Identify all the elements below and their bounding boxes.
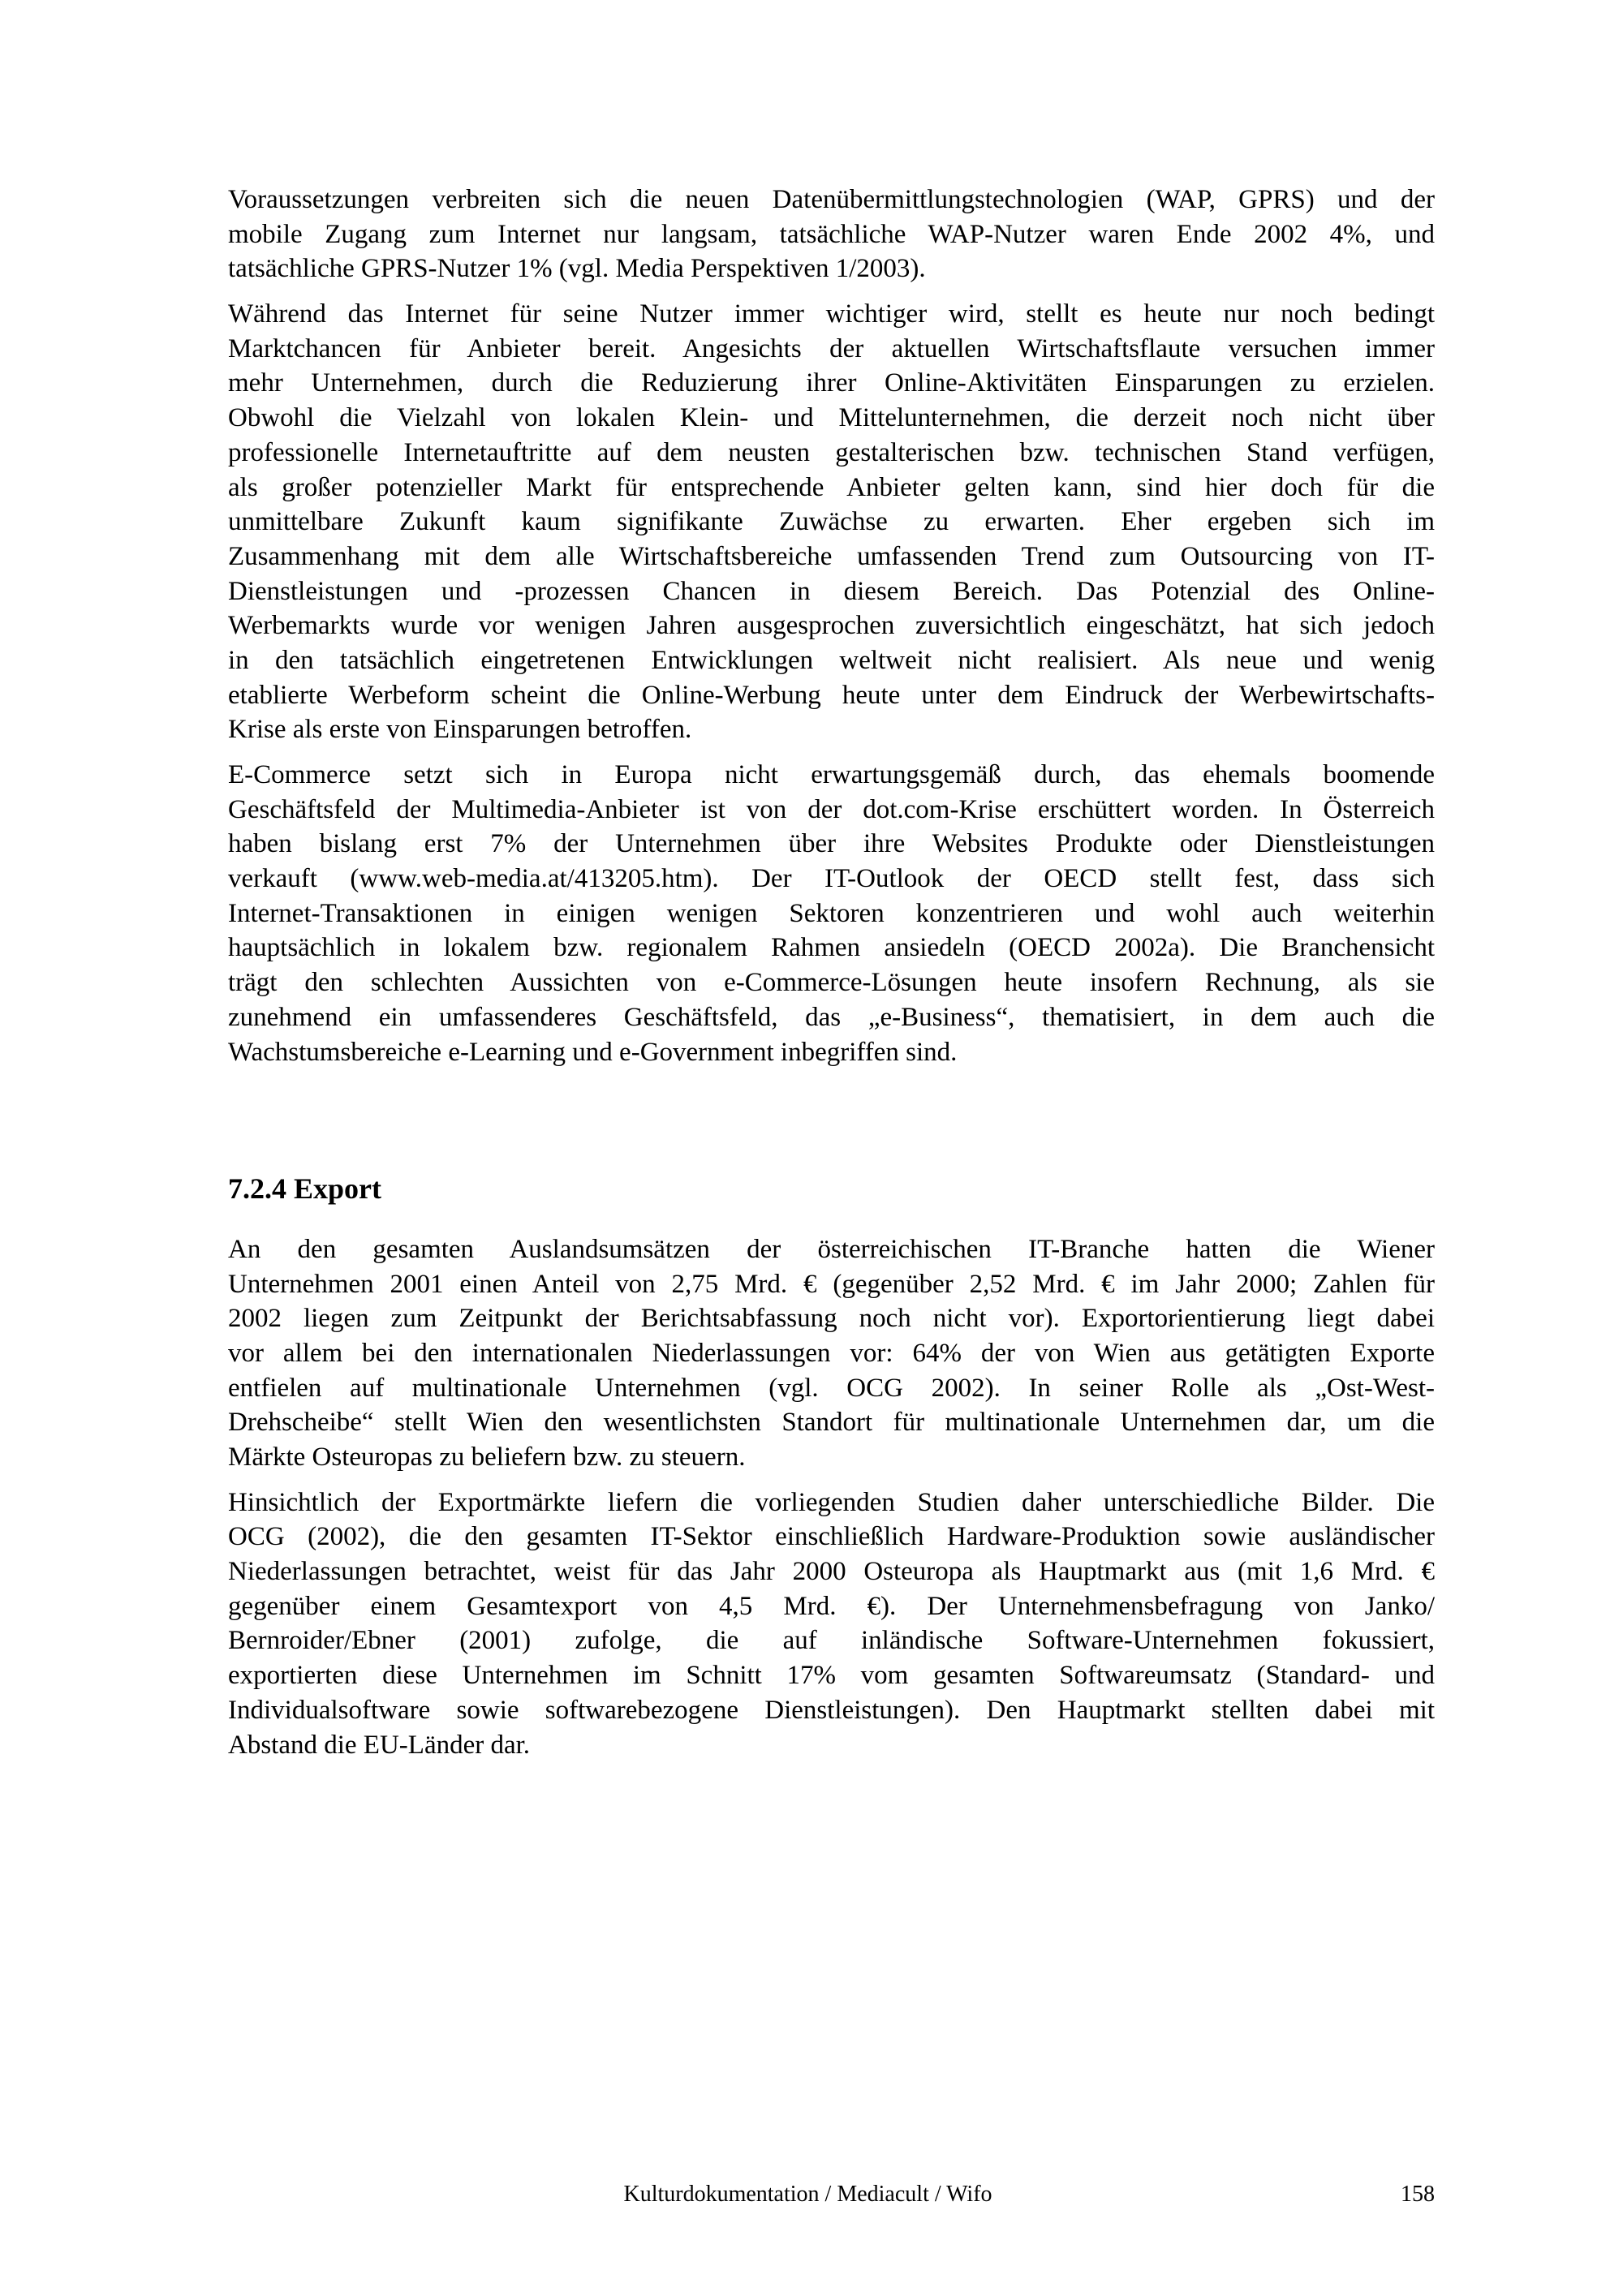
paragraph-line: Marktchancen für Anbieter bereit. Angesichts der aktuellen Wirtschaftsflaute versuchen immer [228,333,1435,363]
paragraph-line: Drehscheibe“ stellt Wien den wesentlichsten Standort für multinationale Unternehmen dar, um die [228,1408,1435,1438]
paragraph-line: Geschäftsfeld der Multimedia-Anbieter ist von der dot.com-Krise erschüttert worden. In Österreich [228,794,1435,824]
paragraph-line: professionelle Internetauftritte auf dem neusten gestalterischen bzw. technischen Stand verfügen, [228,437,1435,467]
paragraph-line: tatsächliche GPRS-Nutzer 1% (vgl. Media Perspektiven 1/2003). [228,254,926,284]
paragraph-line: verkauft (www.web-media.at/413205.htm). Der IT-Outlook der OECD stellt fest, dass sich [228,864,1435,894]
paragraph-line: An den gesamten Auslandsumsätzen der österreichischen IT-Branche hatten die Wiener [228,1234,1435,1264]
paragraph-line: haben bislang erst 7% der Unternehmen über ihre Websites Produkte oder Dienstleistungen [228,829,1435,859]
paragraph-line: hauptsächlich in lokalem bzw. regionalem Rahmen ansiedeln (OECD 2002a). Die Branchensicht [228,933,1435,963]
paragraph-line: zunehmend ein umfassenderes Geschäftsfeld, das „e-Business“, thematisiert, in dem auch die [228,1002,1435,1032]
paragraph-line: Unternehmen 2001 einen Anteil von 2,75 Mrd. € (gegenüber 2,52 Mrd. € im Jahr 2000; Zahlen für [228,1269,1435,1299]
paragraph [228,1232,1435,1475]
paragraph-line: Voraussetzungen verbreiten sich die neuen Datenübermittlungstechnologien (WAP, GPRS) und der [228,185,1435,214]
paragraph-line: OCG (2002), die den gesamten IT-Sektor einschließlich Hardware-Produktion sowie ausländischer [228,1522,1435,1552]
paragraph [228,183,1435,286]
paragraph-line: Obwohl die Vielzahl von lokalen Klein- und Mittelunternehmen, die derzeit noch nicht über [228,403,1435,433]
page-body [228,183,1435,1773]
paragraph-line: Hinsichtlich der Exportmärkte liefern die vorliegenden Studien daher unterschiedliche Bilder. Die [228,1487,1435,1517]
paragraph-line: 2002 liegen zum Zeitpunkt der Berichtsabfassung noch nicht vor). Exportorientierung liegt dabei [228,1304,1435,1334]
paragraph-line: mobile Zugang zum Internet nur langsam, tatsächliche WAP-Nutzer waren Ende 2002 4%, und [228,219,1435,249]
paragraph-line: gegenüber einem Gesamtexport von 4,5 Mrd. €). Der Unternehmensbefragung von Janko/ [228,1591,1435,1621]
paragraph-line: Krise als erste von Einsparungen betroffen. [228,715,692,745]
page-footer [228,2181,1435,2208]
paragraph-line: Werbemarkts wurde vor wenigen Jahren ausgesprochen zuversichtlich eingeschätzt, hat sich jedoch [228,611,1435,641]
footer-text: Kulturdokumentation / Mediacult / Wifo [623,2182,992,2207]
paragraph-line: trägt den schlechten Aussichten von e-Commerce-Lösungen heute insofern Rechnung, als sie [228,968,1435,998]
paragraph-line: Individualsoftware sowie softwarebezogene Dienstleistungen). Den Hauptmarkt stellten dabei mit [228,1695,1435,1725]
paragraph-line: Wachstumsbereiche e-Learning und e-Government inbegriffen sind. [228,1037,958,1067]
paragraph-line: Zusammenhang mit dem alle Wirtschaftsbereiche umfassenden Trend zum Outsourcing von IT- [228,541,1435,571]
paragraph-line: vor allem bei den internationalen Niederlassungen vor: 64% der von Wien aus getätigten Exporte [228,1338,1435,1368]
paragraph-line: als großer potenzieller Markt für entsprechende Anbieter gelten kann, sind hier doch für die [228,472,1435,502]
paragraph-line: etablierte Werbeform scheint die Online-Werbung heute unter dem Eindruck der Werbewirtschafts- [228,680,1435,710]
section-heading: 7.2.4 Export [228,1172,381,1206]
paragraph-line: E-Commerce setzt sich in Europa nicht erwartungsgemäß durch, das ehemals boomende [228,760,1435,789]
paragraph [228,1486,1435,1763]
paragraph [228,297,1435,747]
paragraph-line: Niederlassungen betrachtet, weist für das Jahr 2000 Osteuropa als Hauptmarkt aus (mit 1,6 Mrd. € [228,1557,1435,1587]
paragraph-line: exportierten diese Unternehmen im Schnitt 17% vom gesamten Softwareumsatz (Standard- und [228,1661,1435,1691]
paragraph-line: entfielen auf multinationale Unternehmen (vgl. OCG 2002). In seiner Rolle als „Ost-West- [228,1373,1435,1403]
paragraph [228,758,1435,1069]
paragraph-line: Internet-Transaktionen in einigen wenigen Sektoren konzentrieren und wohl auch weiterhin [228,898,1435,928]
paragraph-line: unmittelbare Zukunft kaum signifikante Zuwächse zu erwarten. Eher ergeben sich im [228,507,1435,537]
paragraph-line: mehr Unternehmen, durch die Reduzierung ihrer Online-Aktivitäten Einsparungen zu erzielen. [228,368,1435,398]
paragraph-line: Märkte Osteuropas zu beliefern bzw. zu steuern. [228,1443,746,1473]
paragraph-line: Abstand die EU-Länder dar. [228,1730,531,1760]
paragraph-line: Während das Internet für seine Nutzer immer wichtiger wird, stellt es heute nur noch bedingt [228,299,1435,329]
page-number: 158 [1401,2182,1435,2207]
paragraph-line: Dienstleistungen und -prozessen Chancen in diesem Bereich. Das Potenzial des Online- [228,576,1435,606]
paragraph-line: Bernroider/Ebner (2001) zufolge, die auf inländische Software-Unternehmen fokussiert, [228,1626,1435,1656]
paragraph-line: in den tatsächlich eingetretenen Entwicklungen weltweit nicht realisiert. Als neue und wenig [228,645,1435,675]
